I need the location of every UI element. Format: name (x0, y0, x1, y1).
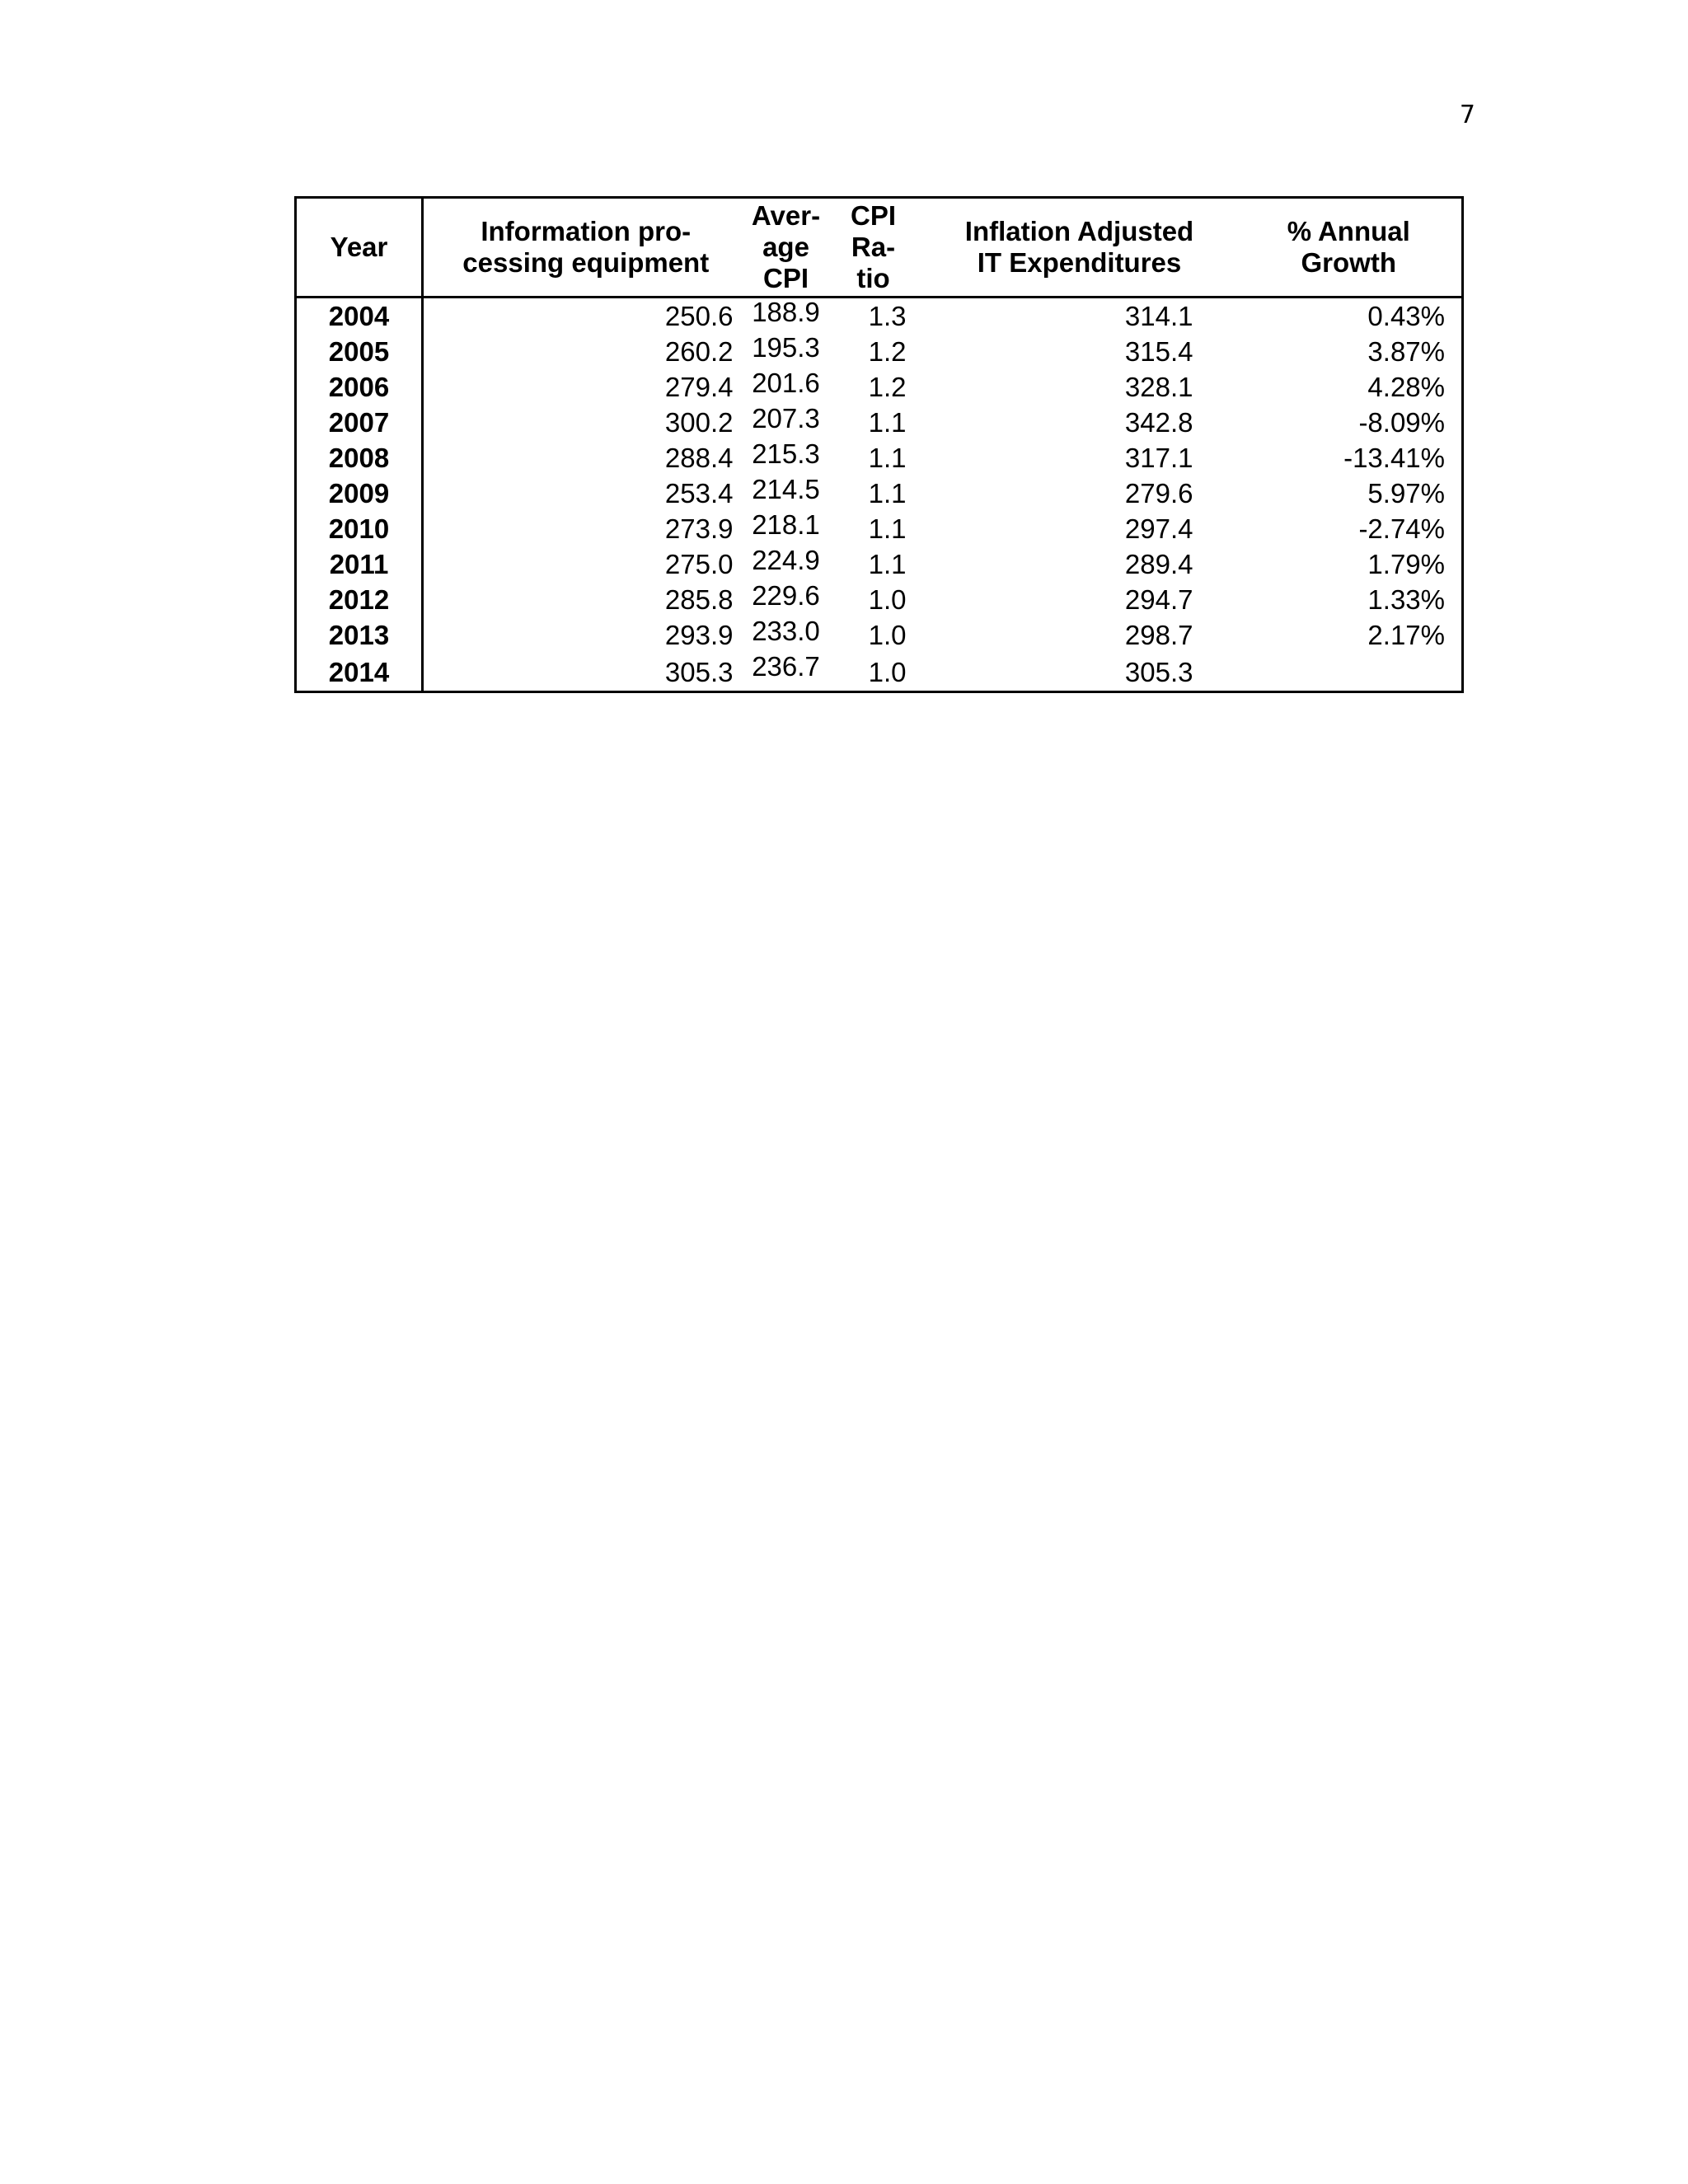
cell-cpi: 201.6 (752, 368, 820, 398)
cell-growth: 2.17% (1367, 620, 1445, 650)
cell-year: 2011 (296, 546, 423, 582)
cell-growth: 3.87% (1367, 336, 1445, 367)
cell-ratio: 1.0 (868, 656, 907, 687)
header-cpi-line-1: Aver- (751, 200, 821, 231)
header-adjusted-line-2: IT Expenditures (977, 247, 1182, 278)
cell-adjusted: 298.7 (1124, 620, 1193, 650)
cell-adjusted: 315.4 (1124, 336, 1193, 367)
cell-info: 300.2 (664, 407, 734, 438)
table-body (296, 298, 1463, 692)
cell-ratio: 1.1 (868, 443, 907, 473)
table-row (296, 617, 1463, 653)
cell-cpi: 218.1 (752, 509, 820, 540)
table-row (296, 405, 1463, 440)
table-row (296, 369, 1463, 405)
table-header (296, 198, 1463, 298)
cell-cpi: 215.3 (752, 438, 820, 469)
header-growth-line-2: Growth (1301, 247, 1396, 278)
header-ratio-line-2: tio (856, 263, 890, 293)
cell-info: 305.3 (664, 656, 734, 687)
cell-info: 293.9 (664, 620, 734, 650)
table-row (296, 334, 1463, 369)
cell-info: 260.2 (664, 336, 734, 367)
cell-ratio: 1.2 (868, 336, 907, 367)
cell-cpi: 229.6 (752, 580, 820, 611)
cell-info: 250.6 (664, 301, 734, 331)
table-row (296, 440, 1463, 476)
cell-adjusted: 294.7 (1124, 584, 1193, 615)
cell-ratio: 1.2 (868, 372, 907, 402)
cell-year: 2008 (296, 440, 423, 476)
cell-year: 2013 (296, 617, 423, 653)
cell-year: 2006 (296, 369, 423, 405)
table-row (296, 546, 1463, 582)
cell-cpi: 207.3 (752, 403, 820, 434)
header-cpi-ratio (824, 198, 923, 298)
cell-growth: -13.41% (1343, 443, 1445, 473)
header-info-line-2: cessing equipment (462, 247, 710, 278)
cell-year: 2007 (296, 405, 423, 440)
cell-info: 275.0 (664, 549, 734, 579)
header-annual-growth (1236, 198, 1463, 298)
cell-growth: 1.79% (1367, 549, 1445, 579)
page-number: 7 (1459, 101, 1475, 129)
cell-year: 2004 (296, 298, 423, 335)
it-expenditures-table (294, 196, 1464, 693)
header-year (296, 198, 423, 298)
cell-growth (1236, 653, 1463, 692)
cell-growth: 0.43% (1367, 301, 1445, 331)
table-row (296, 582, 1463, 617)
cell-ratio: 1.1 (868, 549, 907, 579)
cell-year: 2010 (296, 511, 423, 546)
cell-cpi: 195.3 (752, 332, 820, 363)
cell-ratio: 1.0 (868, 620, 907, 650)
header-adjusted-line-1: Inflation Adjusted (964, 216, 1194, 246)
header-cpi-line-2: age (762, 232, 809, 262)
header-inflation-adjusted (923, 198, 1236, 298)
cell-cpi: 188.9 (752, 297, 820, 327)
cell-adjusted: 297.4 (1124, 513, 1193, 544)
header-average-cpi (748, 198, 824, 298)
cell-adjusted: 279.6 (1124, 478, 1193, 509)
cell-adjusted: 305.3 (1124, 656, 1193, 687)
cell-adjusted: 317.1 (1124, 443, 1193, 473)
cell-growth: -8.09% (1358, 407, 1445, 438)
cell-adjusted: 328.1 (1124, 372, 1193, 402)
cell-growth: -2.74% (1358, 513, 1445, 544)
cell-info: 273.9 (664, 513, 734, 544)
cell-cpi: 233.0 (752, 616, 820, 646)
cell-ratio: 1.0 (868, 584, 907, 615)
header-row (296, 198, 1463, 298)
header-information-processing-equipment (423, 198, 748, 298)
cell-info: 279.4 (664, 372, 734, 402)
cell-growth: 5.97% (1367, 478, 1445, 509)
table-row (296, 511, 1463, 546)
header-cpi-line-3: CPI (762, 263, 809, 293)
header-year-label: Year (330, 232, 388, 262)
header-ratio-line-1: CPI Ra- (850, 200, 896, 262)
cell-cpi: 214.5 (752, 474, 820, 504)
cell-adjusted: 289.4 (1124, 549, 1193, 579)
cell-info: 285.8 (664, 584, 734, 615)
cell-ratio: 1.3 (868, 301, 907, 331)
cell-adjusted: 314.1 (1124, 301, 1193, 331)
table-row (296, 476, 1463, 511)
cell-year: 2005 (296, 334, 423, 369)
cell-ratio: 1.1 (868, 513, 907, 544)
table-row (296, 298, 1463, 335)
cell-growth: 4.28% (1367, 372, 1445, 402)
cell-cpi: 224.9 (752, 545, 820, 575)
cell-year: 2012 (296, 582, 423, 617)
cell-cpi: 236.7 (752, 651, 820, 682)
header-growth-line-1: % Annual (1287, 216, 1410, 246)
header-info-line-1: Information pro- (481, 216, 692, 246)
table-row (296, 653, 1463, 692)
cell-ratio: 1.1 (868, 478, 907, 509)
cell-ratio: 1.1 (868, 407, 907, 438)
cell-info: 288.4 (664, 443, 734, 473)
cell-year: 2009 (296, 476, 423, 511)
cell-growth: 1.33% (1367, 584, 1445, 615)
cell-info: 253.4 (664, 478, 734, 509)
cell-year: 2014 (296, 653, 423, 692)
cell-adjusted: 342.8 (1124, 407, 1193, 438)
